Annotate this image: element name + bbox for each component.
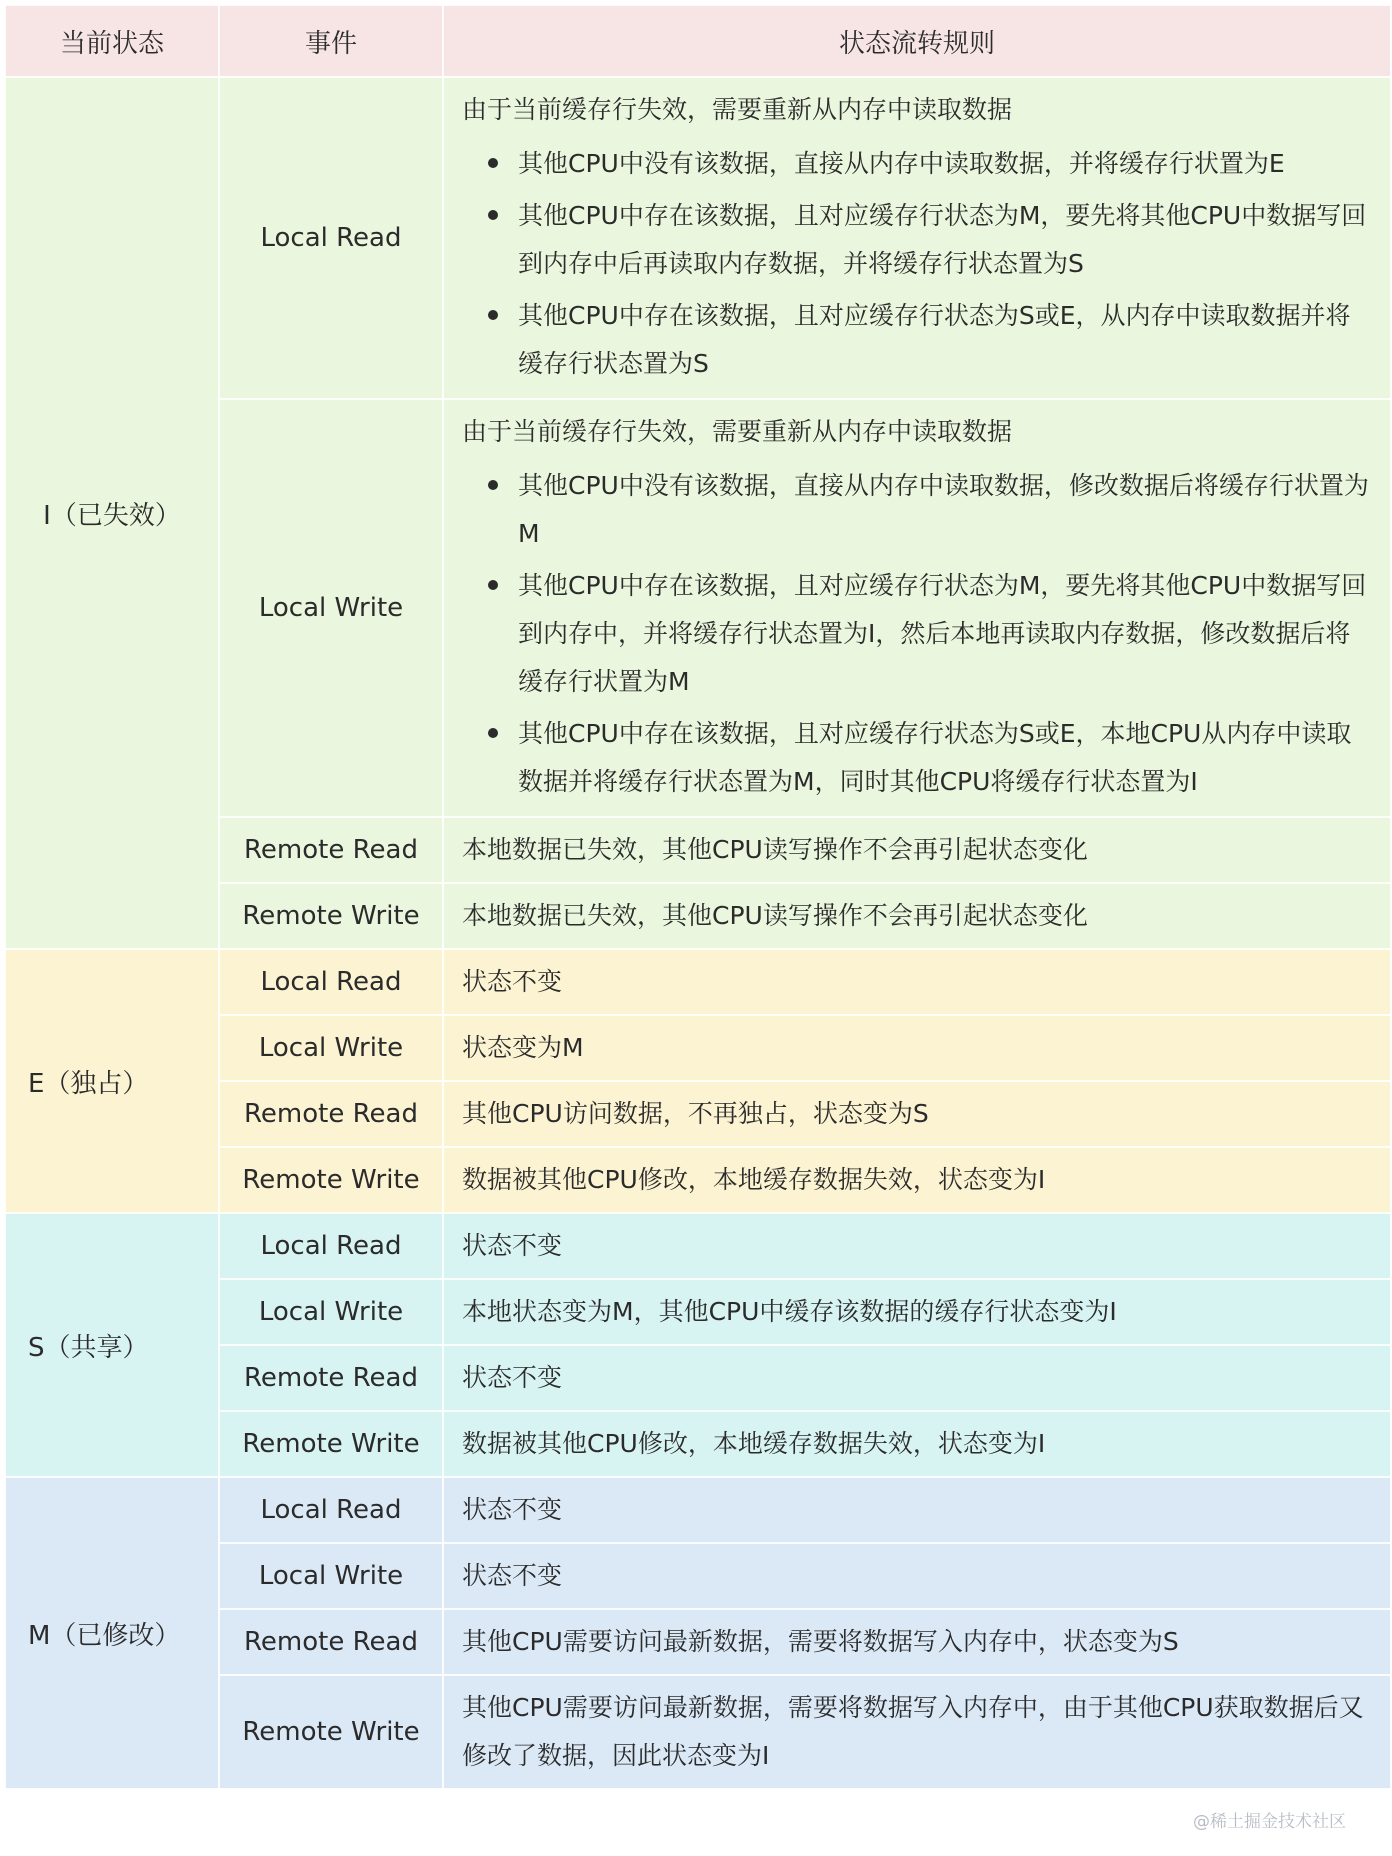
event-cell: Local Read <box>219 77 443 399</box>
state-cell-invalid: I（已失效） <box>5 77 219 949</box>
rule-cell: 数据被其他CPU修改，本地缓存数据失效，状态变为I <box>443 1411 1391 1477</box>
rule-cell: 状态变为M <box>443 1015 1391 1081</box>
rule-bullet: 其他CPU中存在该数据，且对应缓存行状态为M，要先将其他CPU中数据写回到内存中，并将缓存行状态置为I，然后本地再读取内存数据，修改数据后将缓存行状置为M <box>462 560 1372 708</box>
state-cell-exclusive: E（独占） <box>5 949 219 1213</box>
rule-bullet: 其他CPU中没有该数据，直接从内存中读取数据，并将缓存行状置为E <box>462 138 1372 190</box>
event-cell: Remote Read <box>219 1345 443 1411</box>
rule-bullet-list <box>462 138 1372 398</box>
rule-bullet-list <box>462 460 1372 816</box>
header-row <box>5 5 1391 77</box>
bullet-dot-icon <box>488 158 498 168</box>
event-cell: Local Read <box>219 1213 443 1279</box>
event-cell: Local Write <box>219 1279 443 1345</box>
rule-cell: 状态不变 <box>443 1213 1391 1279</box>
bullet-dot-icon <box>488 480 498 490</box>
bullet-dot-icon <box>488 728 498 738</box>
rule-cell: 状态不变 <box>443 949 1391 1015</box>
rule-intro: 由于当前缓存行失效，需要重新从内存中读取数据 <box>462 95 1013 124</box>
event-cell: Local Read <box>219 949 443 1015</box>
rule-cell: 其他CPU需要访问最新数据，需要将数据写入内存中，状态变为S <box>443 1609 1391 1675</box>
header-rule: 状态流转规则 <box>443 5 1391 77</box>
rule-cell: 状态不变 <box>443 1345 1391 1411</box>
state-cell-shared: S（共享） <box>5 1213 219 1477</box>
event-cell: Local Read <box>219 1477 443 1543</box>
bullet-dot-icon <box>488 210 498 220</box>
rule-bullet: 其他CPU中存在该数据，且对应缓存行状态为M，要先将其他CPU中数据写回到内存中后再读取内存数据，并将缓存行状态置为S <box>462 190 1372 290</box>
rule-bullet: 其他CPU中存在该数据，且对应缓存行状态为S或E，从内存中读取数据并将缓存行状态置为S <box>462 290 1372 390</box>
rule-cell: 数据被其他CPU修改，本地缓存数据失效，状态变为I <box>443 1147 1391 1213</box>
rule-cell <box>443 77 1391 399</box>
table-row <box>5 1213 1391 1279</box>
rule-cell <box>443 399 1391 817</box>
table-row <box>5 77 1391 399</box>
event-cell: Remote Write <box>219 883 443 949</box>
table-row <box>5 1477 1391 1543</box>
mesi-state-table <box>4 4 1392 1790</box>
event-cell: Remote Write <box>219 1147 443 1213</box>
bullet-dot-icon <box>488 580 498 590</box>
state-cell-modified: M（已修改） <box>5 1477 219 1789</box>
event-cell: Local Write <box>219 1543 443 1609</box>
event-cell: Remote Read <box>219 1609 443 1675</box>
rule-cell: 其他CPU访问数据，不再独占，状态变为S <box>443 1081 1391 1147</box>
rule-cell: 本地数据已失效，其他CPU读写操作不会再引起状态变化 <box>443 817 1391 883</box>
bullet-dot-icon <box>488 310 498 320</box>
event-cell: Remote Read <box>219 817 443 883</box>
watermark: @稀土掘金技术社区 <box>1193 1812 1346 1832</box>
event-cell: Local Write <box>219 1015 443 1081</box>
rule-cell: 状态不变 <box>443 1477 1391 1543</box>
rule-cell: 本地状态变为M，其他CPU中缓存该数据的缓存行状态变为I <box>443 1279 1391 1345</box>
event-cell: Remote Read <box>219 1081 443 1147</box>
rule-bullet: 其他CPU中存在该数据，且对应缓存行状态为S或E，本地CPU从内存中读取数据并将缓存行状态置为M，同时其他CPU将缓存行状态置为I <box>462 708 1372 808</box>
rule-cell: 本地数据已失效，其他CPU读写操作不会再引起状态变化 <box>443 883 1391 949</box>
event-cell: Remote Write <box>219 1411 443 1477</box>
event-cell: Remote Write <box>219 1675 443 1789</box>
table-row <box>5 949 1391 1015</box>
rule-cell: 其他CPU需要访问最新数据，需要将数据写入内存中，由于其他CPU获取数据后又修改了数据，因此状态变为I <box>443 1675 1391 1789</box>
rule-cell: 状态不变 <box>443 1543 1391 1609</box>
rule-bullet: 其他CPU中没有该数据，直接从内存中读取数据，修改数据后将缓存行状置为M <box>462 460 1372 560</box>
header-state: 当前状态 <box>5 5 219 77</box>
rule-intro: 由于当前缓存行失效，需要重新从内存中读取数据 <box>462 417 1013 446</box>
event-cell: Local Write <box>219 399 443 817</box>
header-event: 事件 <box>219 5 443 77</box>
